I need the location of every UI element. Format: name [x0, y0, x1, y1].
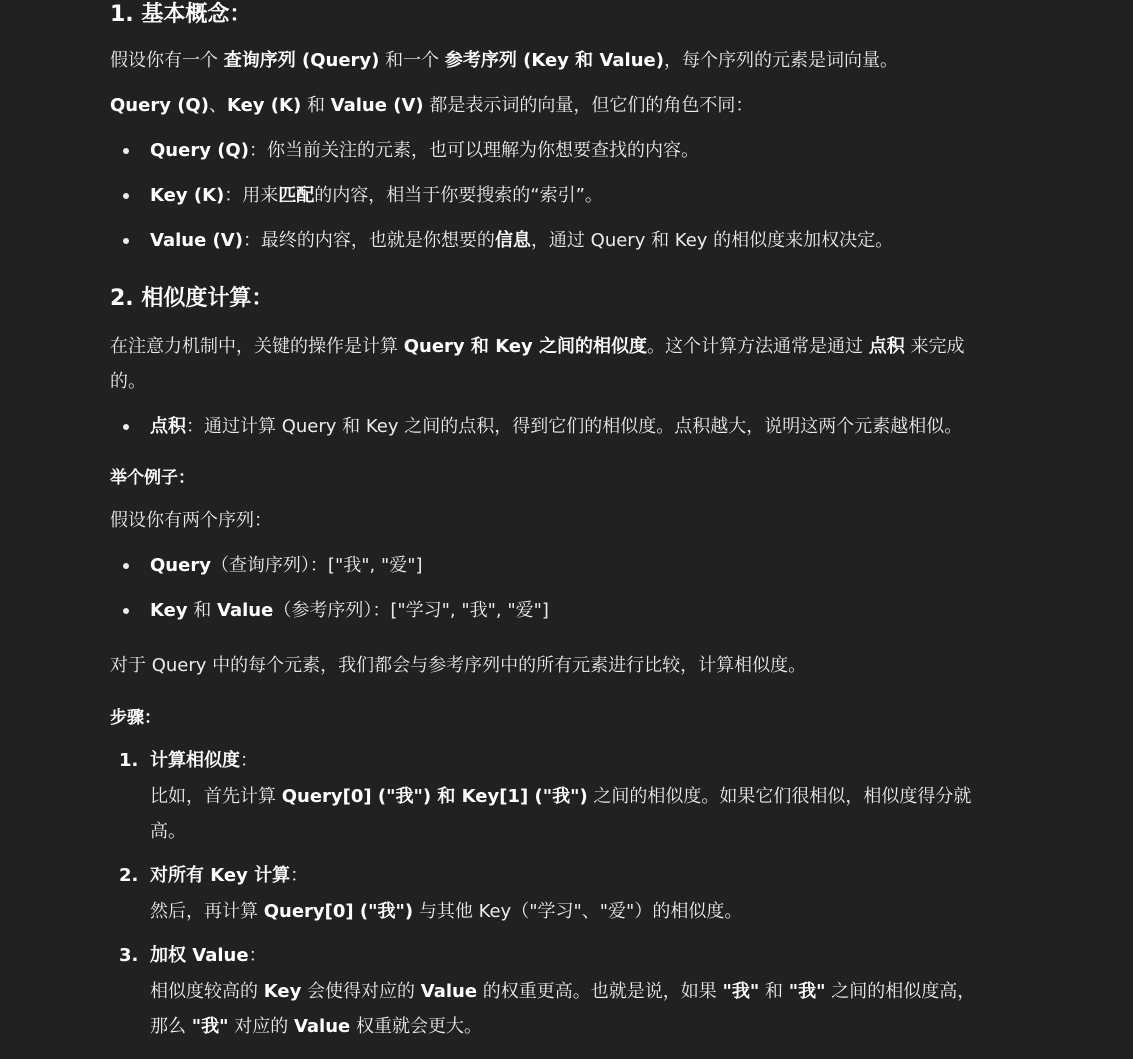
- step-1-title: [119, 744, 258, 777]
- bullet-dot: [123, 563, 129, 569]
- step-2-title: [119, 859, 309, 892]
- bold-text: "我": [191, 1016, 229, 1037]
- bullet-dot: [123, 148, 129, 154]
- bold-text: Key (K): [150, 185, 225, 206]
- text: 和: [187, 600, 218, 621]
- text: （查询序列）：["我", "爱"]: [210, 555, 423, 576]
- list-item-query: [150, 134, 699, 167]
- compare-paragraph: 对于 Query 中的每个元素，我们都会与参考序列中的所有元素进行比较，计算相似度。: [110, 655, 807, 676]
- text: 之间的相似度高，: [825, 981, 976, 1002]
- text: 来完成: [904, 336, 965, 357]
- bold-text: Query: [150, 555, 211, 576]
- bold-text: Value: [293, 1016, 351, 1037]
- text: 会使得对应的: [301, 981, 421, 1002]
- bold-text: 对所有 Key 计算: [150, 865, 291, 886]
- bold-text: Query[0] ("我"): [263, 901, 414, 922]
- bold-text: 点积: [868, 336, 905, 357]
- text: ：最终的内容，也就是你想要的: [242, 230, 495, 251]
- list-item-key: [150, 179, 603, 212]
- text: ：用来: [224, 185, 279, 206]
- example-heading: 举个例子：: [110, 468, 195, 488]
- bold-text: Query (Q): [110, 95, 209, 116]
- step-3-line-1: [150, 974, 975, 1009]
- bold-text: 加权 Value: [150, 945, 249, 966]
- list-item-example-query: [150, 549, 423, 582]
- bullet-dot: [123, 238, 129, 244]
- text: ：: [240, 750, 258, 771]
- bold-text: Key (K): [226, 95, 302, 116]
- text: 然后，再计算: [150, 901, 264, 922]
- section-1-roles: [110, 89, 753, 122]
- text: 对应的: [228, 1016, 294, 1037]
- step-number: 3.: [119, 945, 139, 966]
- list-item-value: [150, 224, 893, 257]
- example-intro: 假设你有两个序列：: [110, 510, 272, 531]
- steps-heading: 步骤：: [110, 708, 161, 728]
- text: ，通过 Query 和 Key 的相似度来加权决定。: [530, 230, 894, 251]
- text: 和: [759, 981, 789, 1002]
- text: 与其他 Key（"学习"、"爱"）的相似度。: [413, 901, 743, 922]
- text: 。这个计算方法通常是通过: [647, 336, 869, 357]
- bold-text: Key: [263, 981, 302, 1002]
- list-item-example-key-value: [150, 594, 549, 627]
- bold-text: Value (V): [330, 95, 424, 116]
- bold-text: Value: [217, 600, 274, 621]
- text: 权重就会更大。: [350, 1016, 482, 1037]
- bold-text: "我": [722, 981, 760, 1002]
- step-3-line-2: [150, 1009, 482, 1044]
- text: 比如，首先计算: [150, 786, 282, 807]
- bold-text: Query 和 Key 之间的相似度: [403, 336, 648, 357]
- section-1-intro: [110, 44, 898, 77]
- bullet-dot: [123, 608, 129, 614]
- text: 和一个: [379, 50, 445, 71]
- bold-text: 计算相似度: [150, 750, 240, 771]
- bold-text: Value (V): [150, 230, 243, 251]
- bold-text: 匹配: [278, 185, 315, 206]
- step-number: 2.: [119, 865, 139, 886]
- step-number: 1.: [119, 750, 139, 771]
- step-1-line-2: 高。: [150, 821, 186, 842]
- text: 相似度较高的: [150, 981, 264, 1002]
- bold-text: Value: [420, 981, 478, 1002]
- step-2-line-1: [150, 894, 742, 929]
- bold-text: Key: [150, 600, 188, 621]
- section-2-para-line-2: 的。: [110, 371, 146, 392]
- bullet-dot: [123, 193, 129, 199]
- text: 的内容，相当于你要搜索的“索引”。: [314, 185, 603, 206]
- bold-text: Query (Q): [150, 140, 249, 161]
- section-2-heading: 2. 相似度计算：: [110, 286, 274, 311]
- text: ，每个序列的元素是词向量。: [663, 50, 898, 71]
- text: ：: [290, 865, 309, 886]
- bullet-dot: [123, 424, 129, 430]
- bold-text: 查询序列 (Query): [223, 50, 380, 71]
- text: 之间的相似度。如果它们很相似，相似度得分就: [587, 786, 972, 807]
- text: 的权重更高。也就是说，如果: [477, 981, 723, 1002]
- section-2-para-line-1: [110, 330, 965, 363]
- list-item-dot-product: [150, 410, 962, 443]
- text: （参考序列）：["学习", "我", "爱"]: [273, 600, 549, 621]
- bold-text: "我": [788, 981, 826, 1002]
- text: 那么: [150, 1016, 192, 1037]
- bold-text: Query[0] ("我") 和 Key[1] ("我"): [281, 786, 588, 807]
- text: ：通过计算 Query 和 Key 之间的点积，得到它们的相似度。点积越大，说明这两个元素越相似。: [186, 416, 963, 437]
- text: 和: [301, 95, 331, 116]
- step-3-title: [119, 939, 267, 972]
- text: ：你当前关注的元素，也可以理解为你想要查找的内容。: [248, 140, 699, 161]
- bold-text: 点积: [150, 416, 186, 437]
- section-1-heading: 1. 基本概念：: [110, 2, 252, 27]
- step-1-line-1: [150, 779, 971, 814]
- bold-text: 参考序列 (Key 和 Value): [444, 50, 664, 71]
- text: 、: [208, 95, 227, 116]
- text: ：: [248, 945, 267, 966]
- text: 在注意力机制中，关键的操作是计算: [110, 336, 404, 357]
- bold-text: 信息: [494, 230, 531, 251]
- text: 都是表示词的向量，但它们的角色不同：: [423, 95, 754, 116]
- text: 假设你有一个: [110, 50, 224, 71]
